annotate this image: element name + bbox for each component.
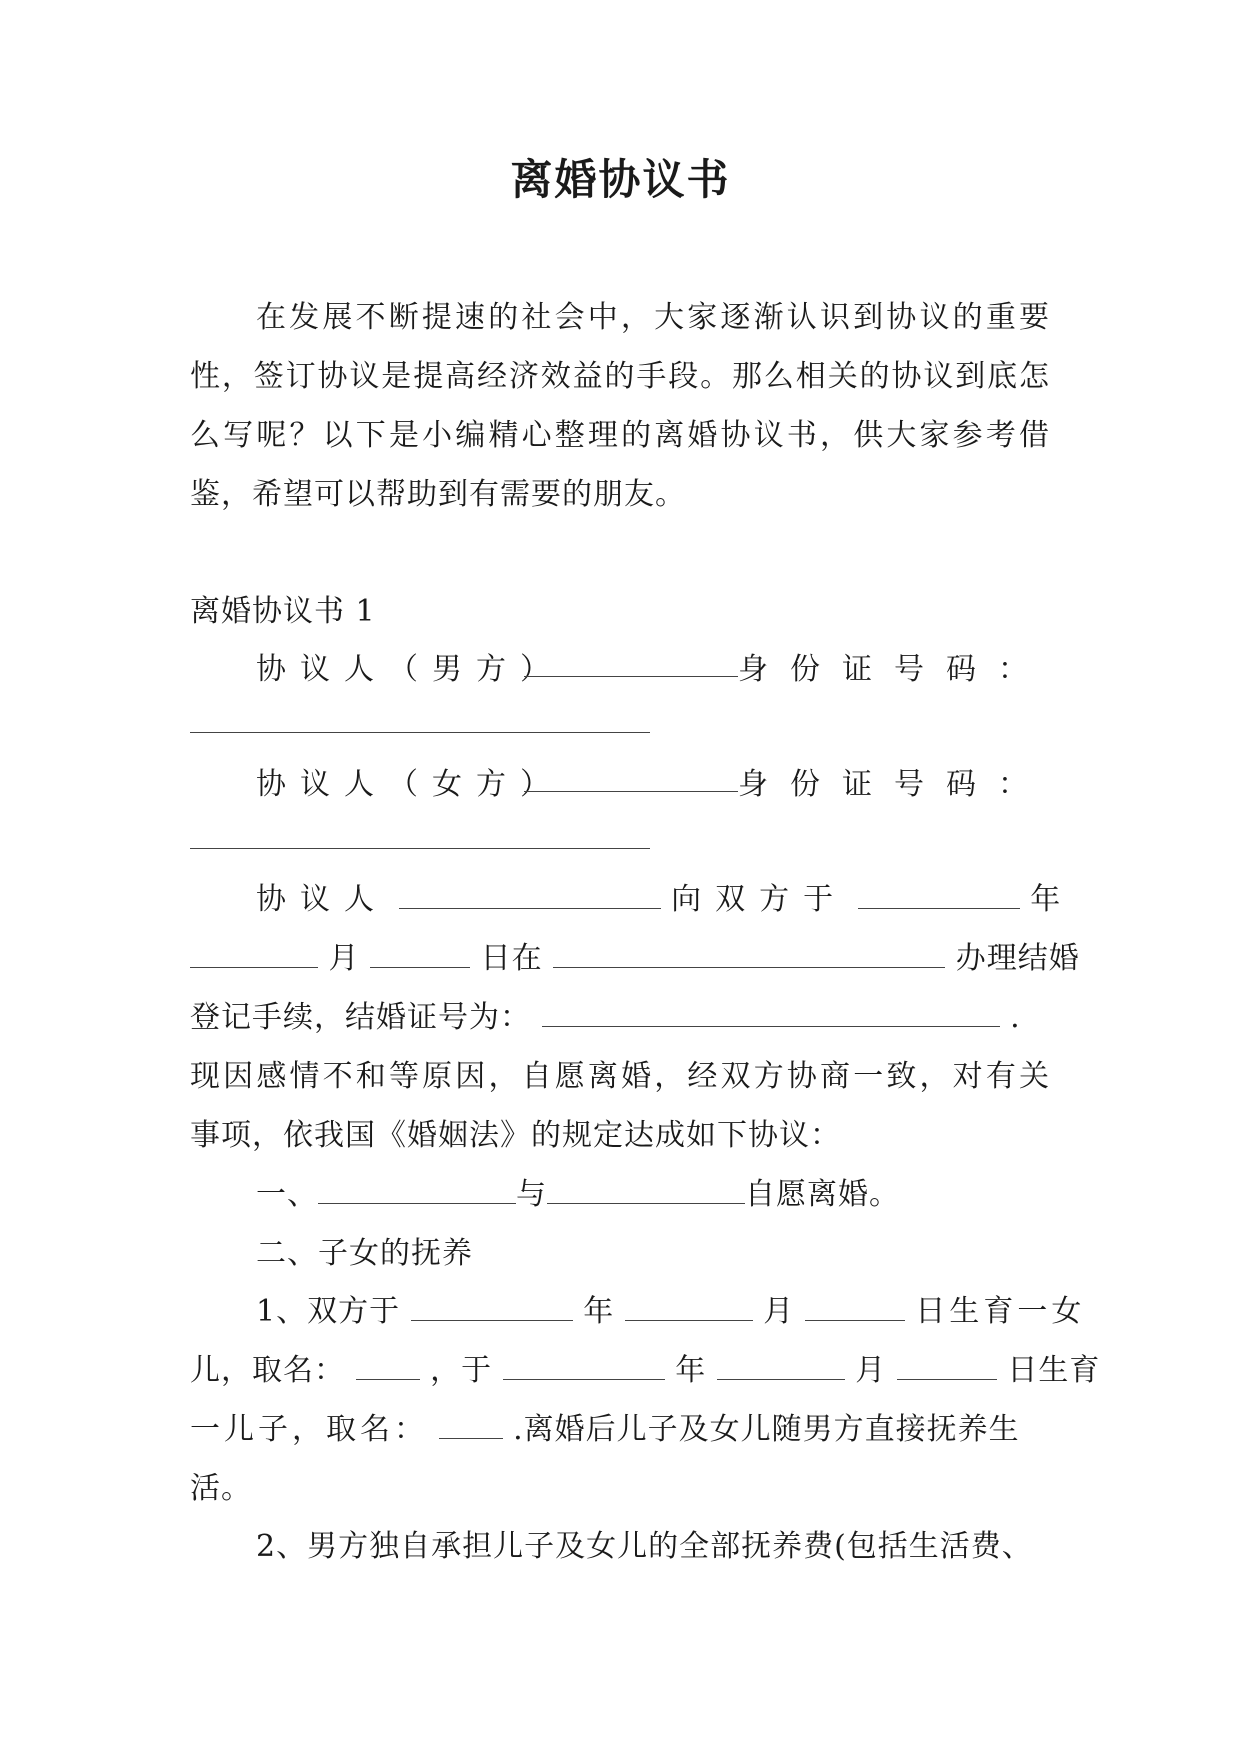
c1-year: 年 [583,1294,615,1329]
item-2-heading: 二、子女的抚养 [256,1236,473,1271]
male-id-label: 身份证号码： [738,652,1050,687]
c1-line2-day: 日生育 [1007,1353,1101,1388]
item-2 [190,1224,1050,1283]
c1-line2-a: 儿，取名： [190,1353,345,1388]
agree-p1: 协议人 [256,882,388,917]
male-party-label: 协议人（男方） [256,652,564,687]
c1-day-daughter: 日生育一女 [915,1294,1086,1329]
intro-paragraph: 在发展不断提速的社会中，大家逐渐认识到协议的重要性，签订协议是提高经济效益的手段。那么相关的协议到底怎么写呢？以下是小编精心整理的离婚协议书，供大家参考借鉴，希望可以帮助到有需要的朋友。 [190,300,1050,512]
item1-prefix: 一、 [256,1177,318,1212]
agreement-line-3 [190,988,1050,1047]
item-1 [190,1165,1050,1224]
agree-day-at: 日在 [480,941,543,976]
c1-line2-year: 年 [675,1353,707,1388]
clause-2 [190,1517,1050,1576]
c1-line3-b: .离婚后儿子及女儿随男方直接抚养生 [513,1412,1020,1447]
female-party-label: 协议人（女方） [256,767,564,802]
marriage-place-blank [553,931,945,968]
item1-party1-blank [318,1167,516,1204]
son-month-blank [717,1343,845,1380]
section-heading: 离婚协议书 1 [190,594,376,629]
male-id-blank [190,732,650,733]
clause-1-line-1 [190,1282,1086,1341]
clause-1-line-4: 活。 [190,1471,252,1506]
female-name-blank [524,755,738,792]
agreement-party-blank [399,872,661,909]
marriage-day-blank [370,931,470,968]
male-name-blank [524,640,738,677]
c1-prefix: 1、双方于 [256,1294,401,1329]
female-id-blank [190,848,650,849]
female-party-row [190,755,1050,814]
item1-party2-blank [547,1167,745,1204]
item-1-line [190,1165,1050,1224]
c1-month: 月 [763,1294,795,1329]
agree-handle: 办理结婚 [955,941,1080,976]
daughter-name-blank [356,1343,420,1380]
female-id-label: 身份证号码： [738,767,1050,802]
clause-1-line-2 [190,1341,1101,1400]
agree-dot: . [1010,1000,1021,1035]
document-title: 离婚协议书 [510,155,731,204]
clause-1-line-3 [190,1400,1050,1459]
c1-line2-b: ，于 [430,1353,493,1388]
agreement-paragraph [190,870,1080,1165]
son-day-blank [897,1343,997,1380]
clause-1 [190,1282,1101,1518]
daughter-month-blank [625,1284,753,1321]
agree-p2: 向双方于 [671,882,848,917]
item1-suffix: 自愿离婚。 [745,1177,900,1212]
agree-cert: 登记手续，结婚证号为： [190,1000,531,1035]
clause-2-line-1: 2、男方独自承担儿子及女儿的全部抚养费(包括生活费、 [256,1529,1033,1564]
son-year-blank [503,1343,665,1380]
male-party-row [190,640,1050,699]
c1-line2-month: 月 [855,1353,887,1388]
agreement-line-2 [190,929,1080,988]
agreement-line-5: 事项，依我国《婚姻法》的规定达成如下协议： [190,1118,841,1153]
marriage-year-blank [858,872,1020,909]
agreement-line-1 [190,870,1062,929]
daughter-day-blank [805,1284,905,1321]
marriage-month-blank [190,931,318,968]
agree-year: 年 [1030,882,1062,917]
son-name-blank [439,1402,503,1439]
c1-line3-a: 一儿子，取名： [190,1412,428,1447]
certificate-number-blank [542,990,1000,1027]
daughter-year-blank [411,1284,573,1321]
agreement-line-4: 现因感情不和等原因，自愿离婚，经双方协商一致，对有关 [190,1059,1050,1094]
agree-month: 月 [328,941,360,976]
item1-with: 与 [516,1177,547,1212]
